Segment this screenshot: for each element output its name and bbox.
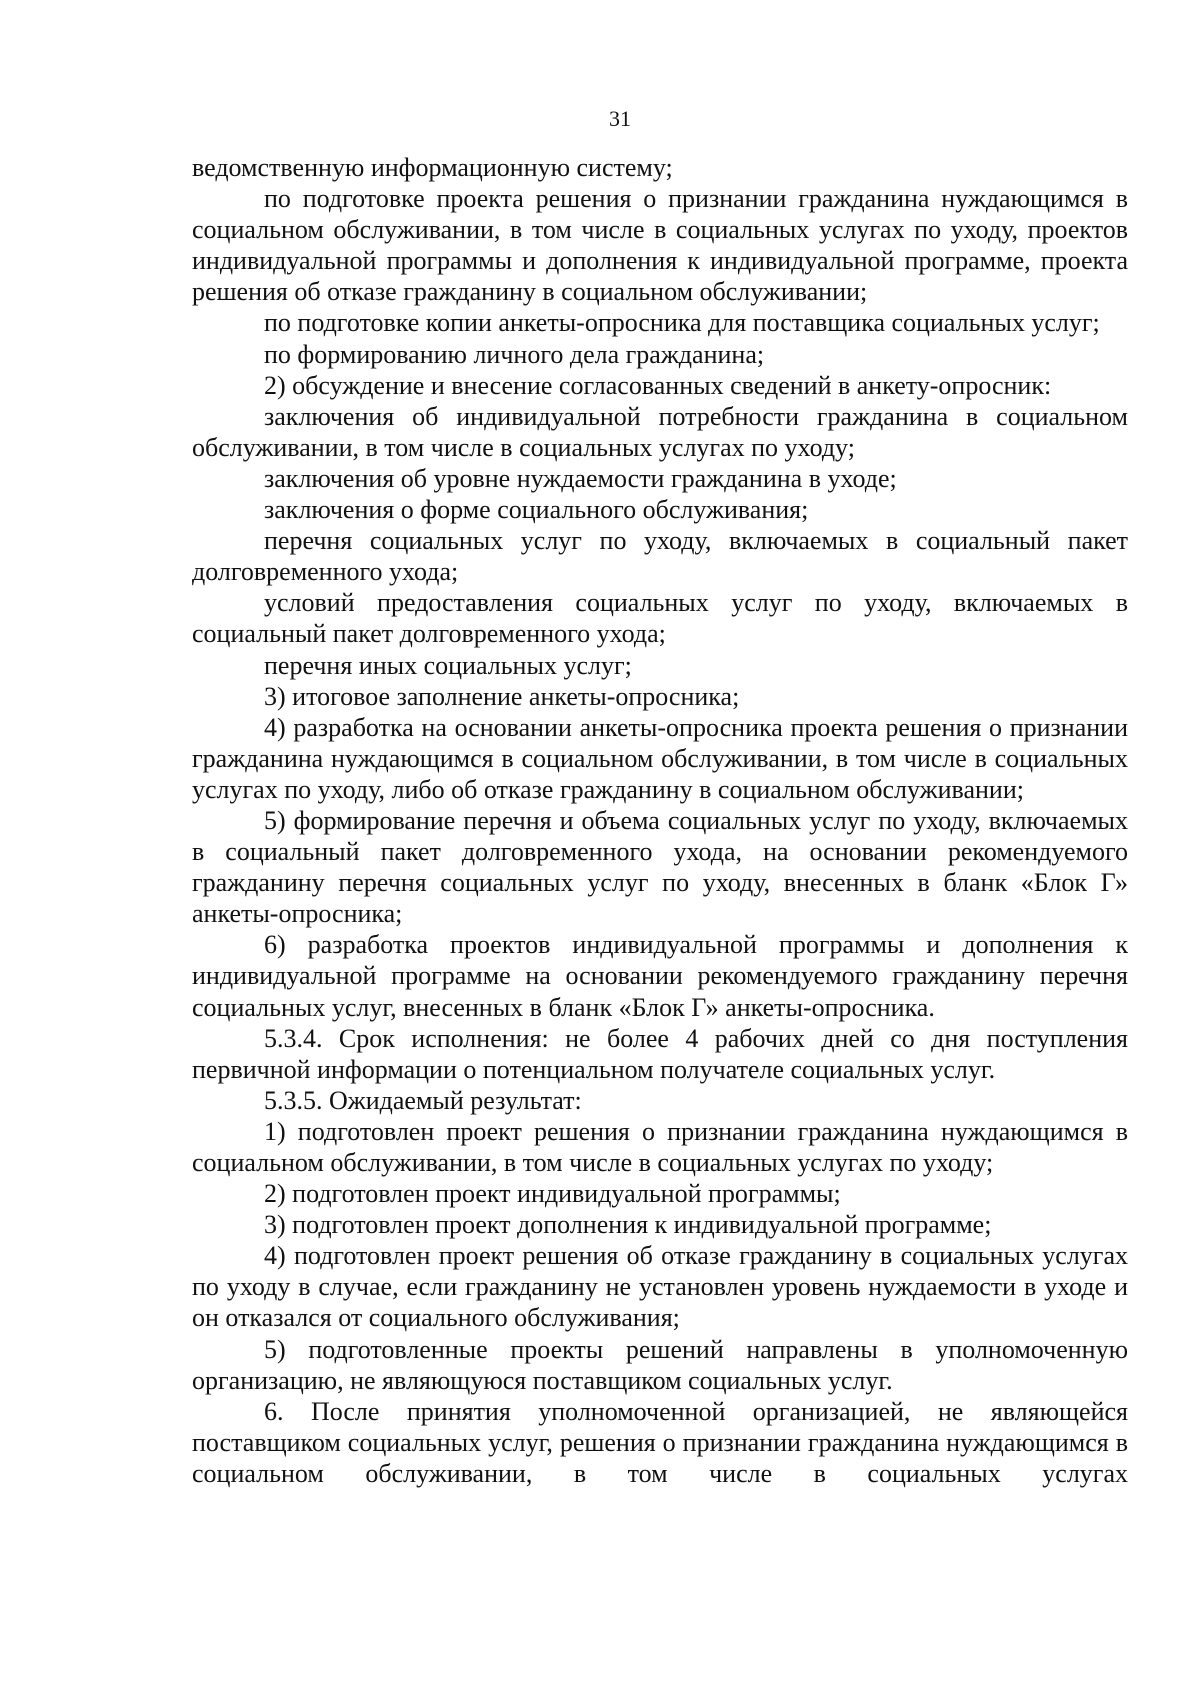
paragraph: 5.3.5. Ожидаемый результат: bbox=[264, 1085, 582, 1115]
paragraph: 1) подготовлен проект решения о признании гражданина нуждающимся в социальном обслуживании, в том числе в социальных услугах по уходу; bbox=[192, 1116, 1128, 1177]
paragraph: заключения об индивидуальной потребности гражданина в социальном обслуживании, в том числе в социальных услугах по уходу; bbox=[192, 401, 1128, 462]
paragraph: заключения о форме социального обслуживания; bbox=[264, 495, 809, 525]
paragraph: 4) подготовлен проект решения об отказе гражданину в социальных услугах по уходу в случае, если гражданину не установлен уровень нуждаемости в уходе и он отказался от социального обслуживания; bbox=[192, 1241, 1128, 1333]
paragraph: 6) разработка проектов индивидуальной программы и дополнения к индивидуальной программе на основании рекомендуемого гражданину перечня социальных услуг, внесенных в бланк «Блок Г» анкеты-опросника. bbox=[192, 930, 1128, 1022]
paragraph: 2) подготовлен проект индивидуальной программы; bbox=[264, 1179, 841, 1209]
paragraph: 3) подготовлен проект дополнения к индивидуальной программе; bbox=[264, 1210, 992, 1240]
paragraph: перечня иных социальных услуг; bbox=[264, 650, 632, 680]
paragraph-continuation: ведомственную информационную систему; bbox=[192, 153, 673, 182]
paragraph: 5.3.4. Срок исполнения: не более 4 рабочих дней со дня поступления первичной информации о потенциальном получателе социальных услуг. bbox=[192, 1023, 1128, 1084]
paragraph: по подготовке проекта решения о признании гражданина нуждающимся в социальном обслуживании, в том числе в социальных услугах по уходу, проектов индивидуальной программы и дополнения к индивидуальной программе, проекта решения об отказе гражданину в социальном обслуживании; bbox=[192, 184, 1128, 307]
paragraph: 5) формирование перечня и объема социальных услуг по уходу, включаемых в социальный пакет долговременного ухода, на основании рекомендуемого гражданину перечня социальных услуг по уходу, внесенных в бланк «Блок Г» анкеты-опросника; bbox=[192, 805, 1128, 929]
paragraph: по подготовке копии анкеты-опросника для поставщика социальных услуг; bbox=[264, 308, 1100, 338]
paragraph: 5) подготовленные проекты решений направлены в уполномоченную организацию, не являющуюся поставщиком социальных услуг. bbox=[192, 1334, 1128, 1395]
page-number: 31 bbox=[609, 106, 631, 131]
paragraph: заключения об уровне нуждаемости гражданина в уходе; bbox=[264, 463, 897, 493]
paragraph: 3) итоговое заполнение анкеты-опросника; bbox=[264, 681, 740, 711]
paragraph: перечня социальных услуг по уходу, включаемых в социальный пакет долговременного ухода; bbox=[192, 526, 1128, 587]
paragraph: 2) обсуждение и внесение согласованных сведений в анкету-опросник: bbox=[264, 370, 1052, 400]
document-body bbox=[192, 152, 1128, 1489]
paragraph-continued: 6. После принятия уполномоченной организацией, не являющейся поставщиком социальных услуг, решения о признании гражданина нуждающимся в социальном обслуживании, в том числе в социальных услугах bbox=[192, 1396, 1128, 1488]
paragraph: условий предоставления социальных услуг по уходу, включаемых в социальный пакет долговременного ухода; bbox=[192, 588, 1128, 649]
paragraph: 4) разработка на основании анкеты-опросника проекта решения о признании гражданина нуждающимся в социальном обслуживании, в том числе в социальных услугах по уходу, либо об отказе гражданину в социальном обслуживании; bbox=[192, 712, 1128, 804]
paragraph: по формированию личного дела гражданина; bbox=[264, 339, 765, 369]
